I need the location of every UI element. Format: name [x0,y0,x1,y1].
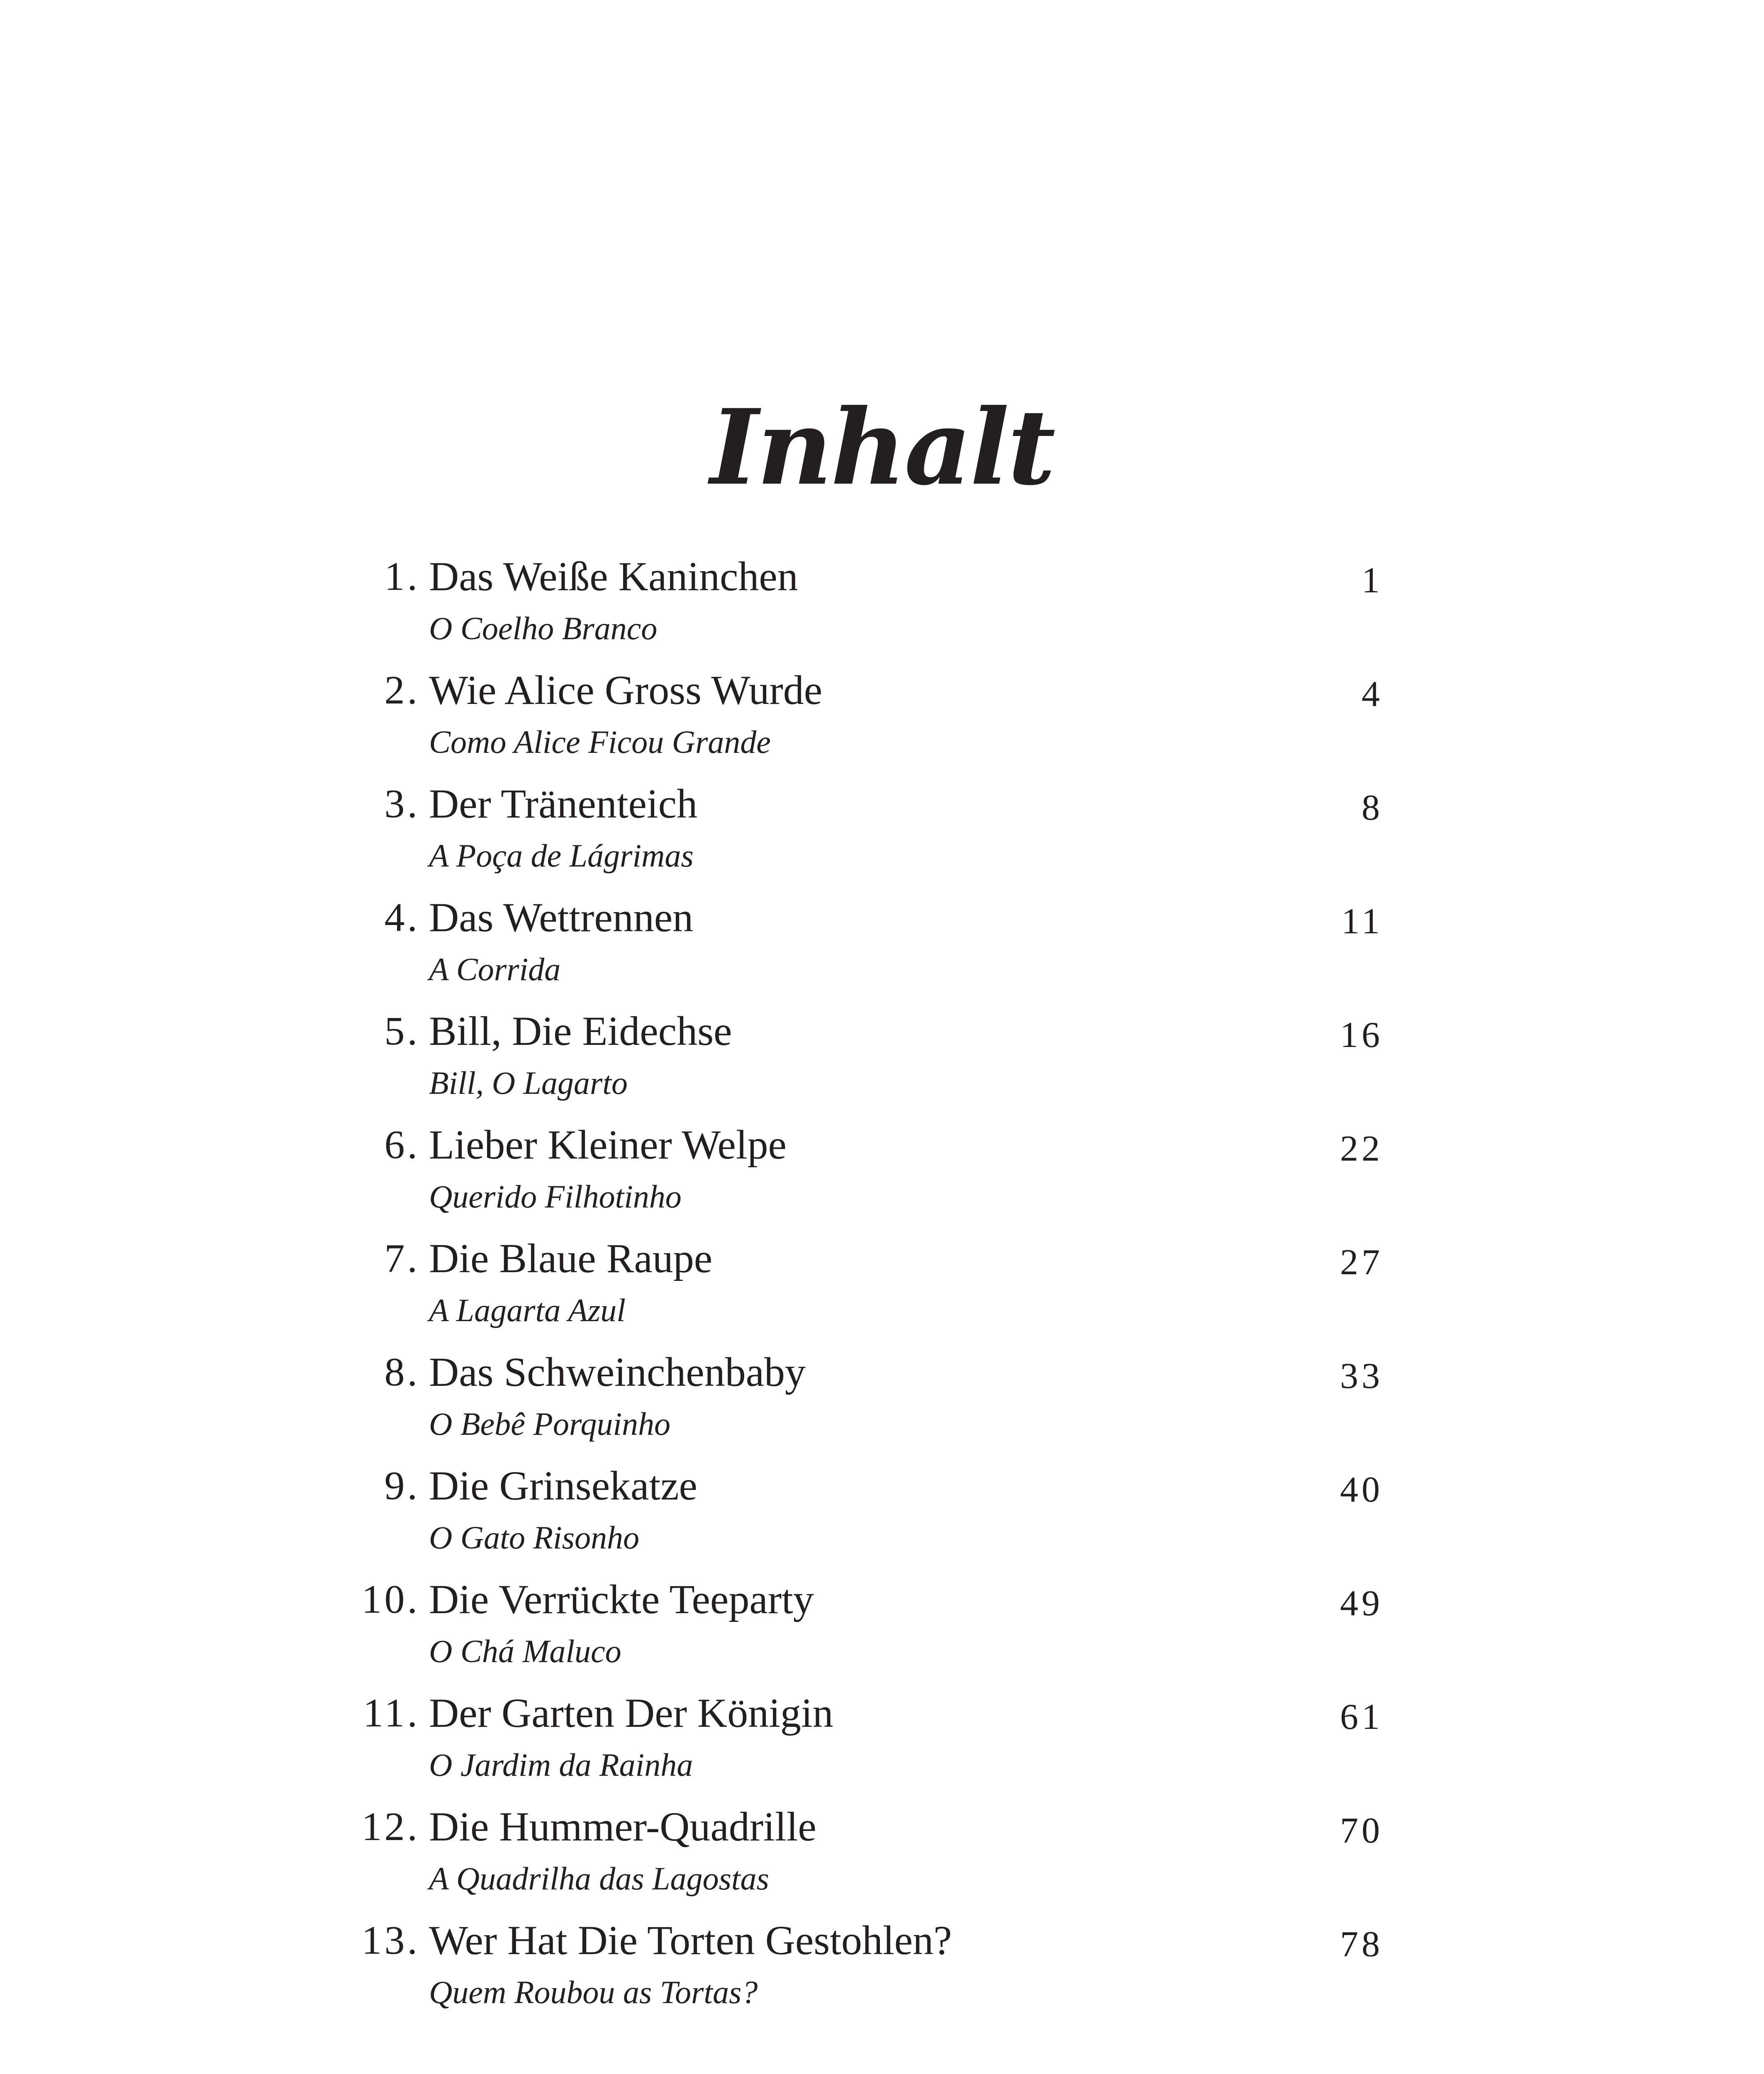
chapter-subtitle: O Coelho Branco [429,610,658,646]
chapter-subtitle: Quem Roubou as Tortas? [429,1974,758,2010]
chapter-title[interactable]: Der Garten Der Königin [429,1690,833,1736]
toc-entry[interactable] [0,1800,1764,1913]
page-number: 27 [1340,1242,1383,1283]
chapter-subtitle: Como Alice Ficou Grande [429,724,771,760]
chapter-title[interactable]: Die Verrückte Teeparty [429,1576,814,1622]
chapter-number: 2. [384,668,420,713]
chapter-number: 3. [384,781,420,826]
toc-entry[interactable] [0,550,1764,663]
chapter-title[interactable]: Wie Alice Gross Wurde [429,667,823,713]
page-number: 16 [1340,1015,1383,1055]
chapter-title[interactable]: Die Grinsekatze [429,1463,697,1509]
page-number: 33 [1340,1356,1383,1396]
toc-entry[interactable] [0,1004,1764,1118]
chapter-subtitle: O Gato Risonho [429,1519,639,1556]
page-number: 40 [1340,1470,1383,1510]
chapter-number: 7. [384,1236,420,1281]
toc-entry[interactable] [0,1459,1764,1573]
toc-entry[interactable] [0,777,1764,891]
chapter-subtitle: A Corrida [429,951,561,987]
toc-entry[interactable] [0,1345,1764,1459]
chapter-title[interactable]: Bill, Die Eidechse [429,1008,732,1054]
page-number: 22 [1340,1129,1383,1169]
toc-entry[interactable] [0,1686,1764,1800]
toc-entry[interactable] [0,663,1764,777]
chapter-subtitle: O Jardim da Rainha [429,1747,693,1783]
toc-entry[interactable] [0,1913,1764,2027]
toc-entry[interactable] [0,1118,1764,1232]
chapter-subtitle: O Chá Maluco [429,1633,621,1669]
table-of-contents [0,550,1764,2027]
page-title: Inhalt [710,386,1054,508]
chapter-title[interactable]: Die Hummer-Quadrille [429,1804,816,1850]
toc-entry[interactable] [0,1232,1764,1345]
chapter-subtitle: Bill, O Lagarto [429,1065,628,1101]
chapter-subtitle: A Poça de Lágrimas [429,837,694,874]
chapter-subtitle: A Quadrilha das Lagostas [429,1860,769,1896]
page-number: 78 [1340,1924,1383,1964]
chapter-number: 5. [384,1009,420,1054]
chapter-title[interactable]: Die Blaue Raupe [429,1235,713,1281]
page-number: 8 [1362,788,1383,828]
chapter-title[interactable]: Lieber Kleiner Welpe [429,1122,787,1168]
chapter-subtitle: Querido Filhotinho [429,1178,682,1215]
chapter-number: 12. [361,1804,420,1849]
chapter-title[interactable]: Wer Hat Die Torten Gestohlen? [429,1917,952,1963]
chapter-number: 4. [384,895,420,940]
chapter-number: 8. [384,1350,420,1395]
chapter-subtitle: A Lagarta Azul [429,1292,626,1328]
chapter-title[interactable]: Der Tränenteich [429,781,698,827]
chapter-number: 10. [361,1577,420,1622]
page-number: 4 [1362,674,1383,714]
chapter-number: 13. [361,1918,420,1963]
page-number: 1 [1362,560,1383,601]
page-number: 49 [1340,1583,1383,1624]
page-number: 11 [1341,901,1383,942]
chapter-title[interactable]: Das Weiße Kaninchen [429,553,798,599]
chapter-title[interactable]: Das Schweinchenbaby [429,1349,806,1395]
chapter-subtitle: O Bebê Porquinho [429,1406,670,1442]
chapter-number: 1. [384,554,420,599]
chapter-title[interactable]: Das Wettrennen [429,894,694,940]
chapter-number: 11. [363,1691,420,1736]
page-number: 70 [1340,1811,1383,1851]
toc-entry[interactable] [0,891,1764,1004]
toc-entry[interactable] [0,1573,1764,1686]
chapter-number: 6. [384,1122,420,1167]
chapter-number: 9. [384,1463,420,1508]
page-number: 61 [1340,1697,1383,1737]
